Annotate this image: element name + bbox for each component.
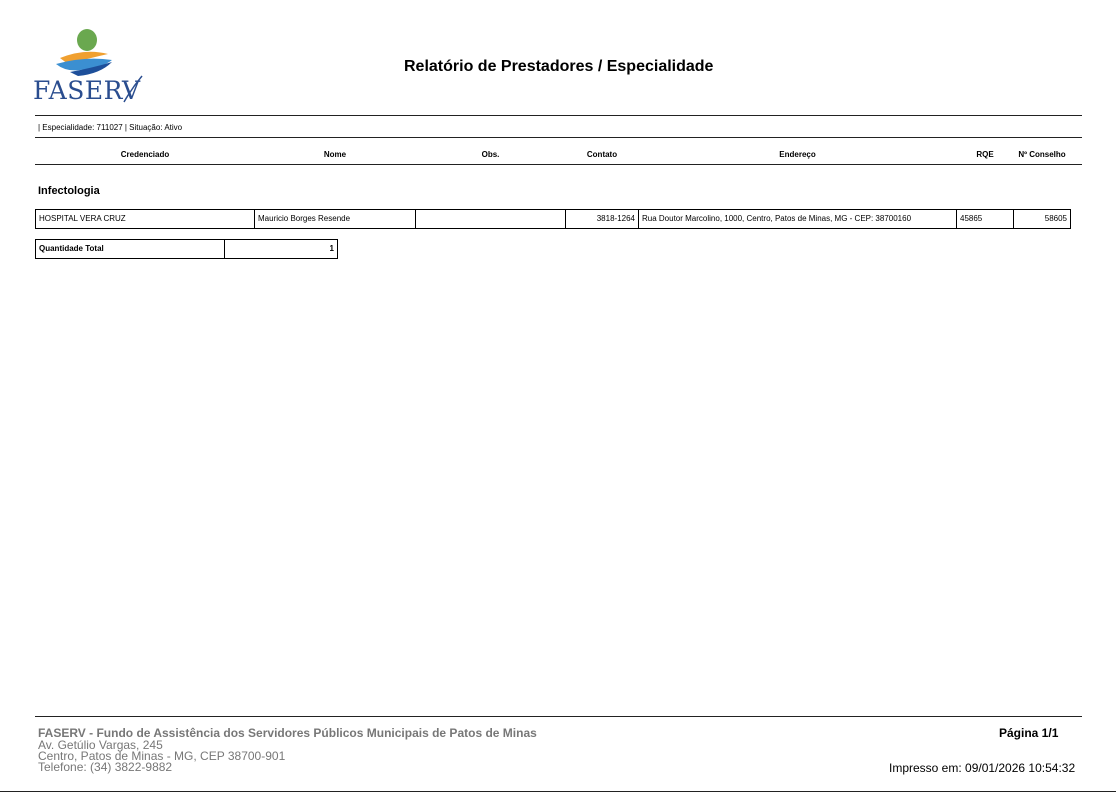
logo-figure-icon: [30, 28, 145, 78]
footer-phone: Telefone: (34) 3822-9882: [38, 760, 173, 774]
page-bottom-line: [0, 791, 1116, 792]
group-title: Infectologia: [38, 185, 100, 197]
logo-text: FASERV: [33, 76, 141, 105]
printed-timestamp: Impresso em: 09/01/2026 10:54:32: [889, 761, 1076, 775]
cell-contato: 3818-1264: [565, 209, 639, 229]
total-label: Quantidade Total: [35, 239, 225, 259]
faserv-logo: [30, 28, 145, 106]
table-row: [35, 209, 1071, 229]
col-rqe: RQE: [976, 150, 994, 159]
footer-divider: [35, 716, 1082, 717]
report-title: Relatório de Prestadores / Especialidade: [404, 58, 714, 75]
cell-nome: Mauricio Borges Resende: [254, 209, 416, 229]
col-contato: Contato: [586, 150, 618, 159]
total-value: 1: [224, 239, 338, 259]
col-obs: Obs.: [481, 150, 500, 159]
cell-conselho: 58605: [1013, 209, 1071, 229]
cell-obs: [415, 209, 566, 229]
columns-divider: [35, 164, 1082, 165]
footer-address: Av. Getúlio Vargas, 245: [38, 738, 163, 752]
page-number: Página 1/1: [999, 726, 1059, 740]
col-conselho: Nº Conselho: [1018, 150, 1066, 159]
cell-rqe: 45865: [956, 209, 1014, 229]
footer-organization: FASERV - Fundo de Assistência dos Servidores Públicos Municipais de Patos de Minas: [38, 726, 537, 740]
col-credenciado: Credenciado: [120, 150, 170, 159]
logo-swoosh-icon: [122, 74, 144, 104]
cell-endereco: Rua Doutor Marcolino, 1000, Centro, Patos de Minas, MG - CEP: 38700160: [638, 209, 957, 229]
total-row: [35, 239, 338, 259]
col-nome: Nome: [323, 150, 347, 159]
header-divider: [35, 115, 1082, 116]
cell-credenciado: HOSPITAL VERA CRUZ: [35, 209, 255, 229]
footer-city: Centro, Patos de Minas - MG, CEP 38700-901: [38, 749, 286, 763]
filter-summary: | Especialidade: 711027 | Situação: Ativo: [38, 123, 183, 132]
col-endereco: Endereço: [779, 150, 816, 159]
filter-divider: [35, 137, 1082, 138]
